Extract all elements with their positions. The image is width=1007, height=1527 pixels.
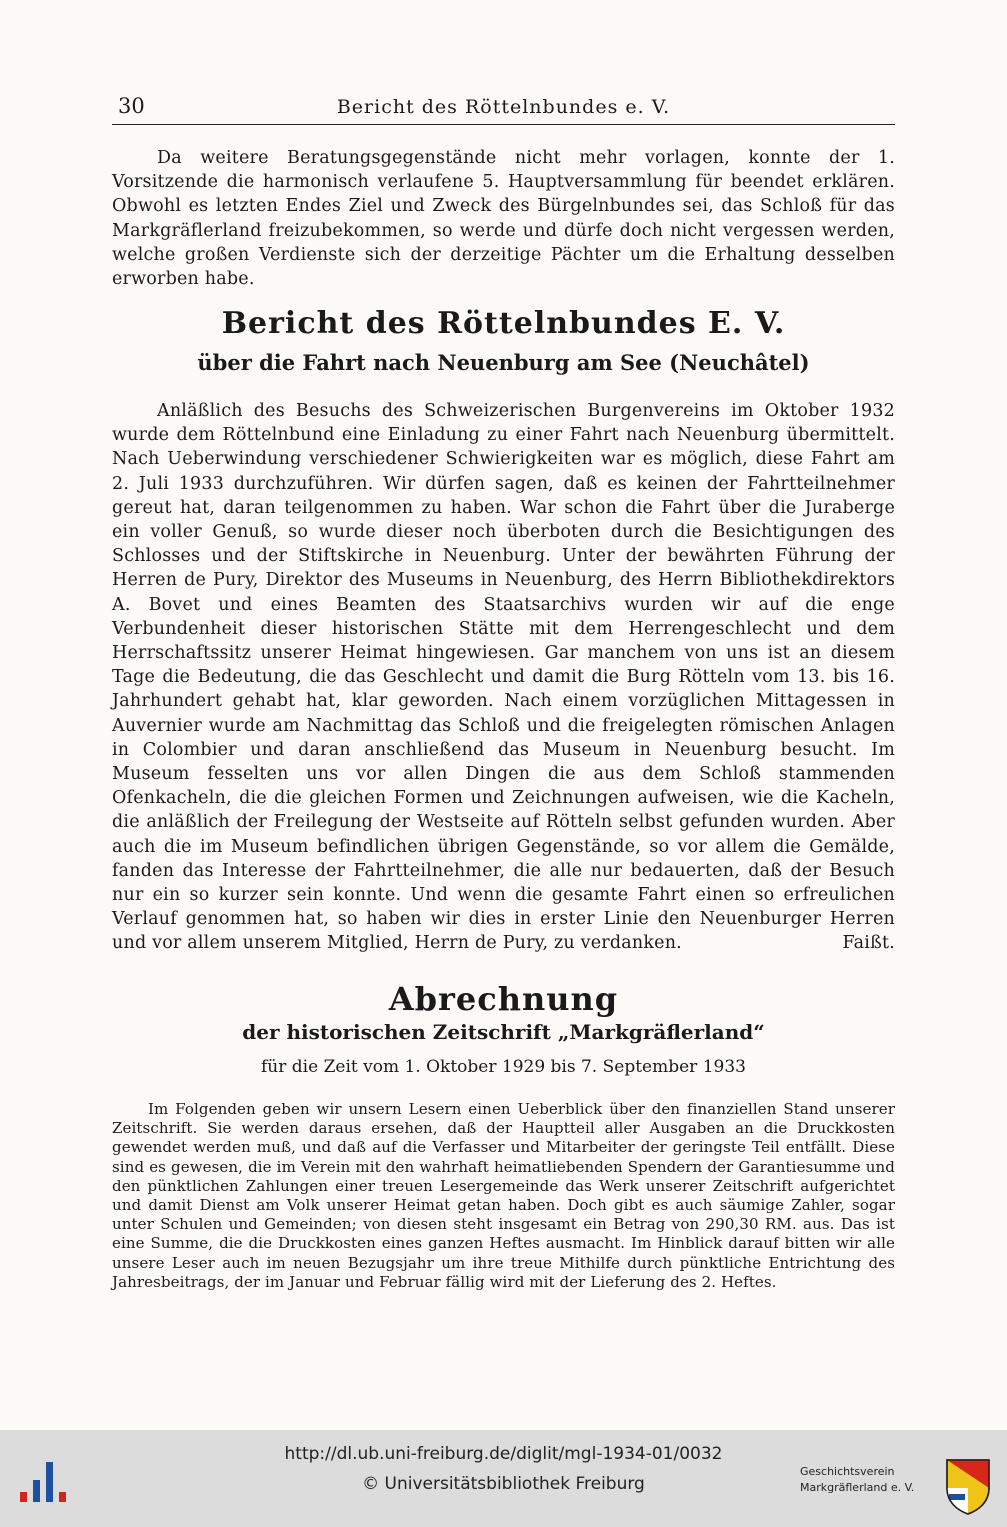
society-name-line1: Geschichtsverein	[800, 1465, 895, 1478]
report-signature: Faißt.	[842, 933, 895, 954]
report-subtitle: über die Fahrt nach Neuenburg am See (Neuchâtel)	[197, 350, 810, 375]
permalink-url[interactable]	[0, 1444, 1007, 1464]
accounting-title: Abrechnung	[388, 980, 619, 1018]
coat-of-arms-icon[interactable]	[945, 1458, 991, 1516]
header-rule	[112, 124, 895, 125]
accounting-subtitle: der historischen Zeitschrift „Markgräflerland“	[242, 1020, 765, 1044]
report-paragraph	[112, 399, 895, 956]
copyright-notice: © Universitätsbibliothek Freiburg	[362, 1474, 645, 1494]
accounting-paragraph: Im Folgenden geben wir unsern Lesern einen Ueberblick über den finanziellen Stand unserer Zeitschrift. Sie werden daraus ersehen, daß der Hauptteil aller Ausgaben an die Druckkosten gewendet werden muß, und daß auf die Verfasser und Mitarbeiter der geringste Teil entfällt. Diese sind es gewesen, die im Verein mit den wahrhaft heimatliebenden Spendern der Garantiesumme und den pünktlichen Zahlungen einer treuen Lesergemeinde das Werk unserer Zeitschrift aufgerichtet und damit Dienst am Volk unserer Heimat getan haben. Doch gibt es auch säumige Zahler, sogar unter Schulen und Gemeinden; von diesen steht insgesamt ein Betrag von 290,30 RM. aus. Das ist eine Summe, die die Druckkosten eines ganzen Heftes ausmacht. Im Hinblick darauf bitten wir alle unsere Leser auch im neuen Bezugsjahr um ihre treue Mithilfe durch pünktliche Entrichtung des Jahresbeitrags, der im Januar und Februar fällig wird mit der Lieferung des 2. Heftes.	[112, 1100, 895, 1291]
society-name[interactable]	[800, 1464, 928, 1496]
running-head-title: Bericht des Röttelnbundes e. V.	[336, 96, 671, 118]
page-number: 30	[118, 94, 145, 118]
intro-paragraph: Da weitere Beratungsgegenstände nicht mehr vorlagen, konnte der 1. Vorsitzende die harmonisch verlaufene 5. Hauptversammlung für beendet erklären. Obwohl es letzten Endes Ziel und Zweck des Bürgelnbundes sei, das Schloß für das Markgräflerland freizubekommen, so werde und dürfe doch nicht vergessen werden, welche großen Verdienste sich der derzeitige Pächter um die Erhaltung desselben erworben habe.	[112, 148, 895, 290]
viewer-footer	[0, 1430, 1007, 1527]
intro-section	[112, 146, 895, 291]
permalink-url-text[interactable]: http://dl.ub.uni-freiburg.de/diglit/mgl-1934-01/0032	[284, 1444, 723, 1464]
report-section	[112, 399, 895, 956]
accounting-period: für die Zeit vom 1. Oktober 1929 bis 7. September 1933	[261, 1057, 746, 1077]
society-name-line2: Markgräflerland e. V.	[800, 1481, 915, 1494]
report-text: Anläßlich des Besuchs des Schweizerischen Burgenvereins im Oktober 1932 wurde dem Röttelnbund eine Einladung zu einer Fahrt nach Neuenburg übermittelt. Nach Ueberwindung verschiedener Schwierigkeiten war es möglich, diese Fahrt am 2. Juli 1933 durchzuführen. Wir dürfen sagen, daß es keinen der Fahrtteilnehmer gereut hat, daran teilgenommen zu haben. War schon die Fahrt über die Juraberge ein voller Genuß, so wurde dieser noch überboten durch die Besichtigungen des Schlosses und der Stiftskirche in Neuenburg. Unter der bewährten Führung der Herren de Pury, Direktor des Museums in Neuenburg, des Herrn Bibliothekdirektors A. Bovet und eines Beamten des Staatsarchivs wurden wir auf die enge Verbundenheit dieser historischen Stätte mit dem Herrengeschlecht und dem Herrschaftssitz unserer Heimat hingewiesen. Gar manchem von uns ist an diesem Tage die Bedeutung, die das Geschlecht und damit die Burg Rötteln vom 13. bis 16. Jahrhundert gehabt hat, klar geworden. Nach einem vorzüglichen Mittagessen in Auvernier wurde am Nachmittag das Schloß und die freigelegten römischen Anlagen in Colombier und daran anschließend das Museum in Neuenburg besucht. Im Museum fesselten uns vor allen Dingen die aus dem Schloß stammenden Ofenkacheln, die die gleichen Formen und Zeichnungen aufweisen, wie die Kacheln, die anläßlich der Freilegung der Westseite auf Rötteln selbst gefunden wurden. Aber auch die im Museum befindlichen übrigen Gegenstände, so vor allem die Gemälde, fanden das Interesse der Fahrtteilnehmer, die alle nur bedauerten, daß der Besuch nur ein so kurzer sein konnte. Und wenn die gesamte Fahrt einen so erfreulichen Verlauf genommen hat, so haben wir dies in erster Linie den Neuenburger Herren und vor allem unserem Mitglied, Herrn de Pury, zu verdanken.	[112, 401, 895, 954]
accounting-section	[112, 1100, 895, 1292]
running-head	[112, 94, 895, 124]
report-title: Bericht des Röttelnbundes E. V.	[221, 306, 786, 341]
